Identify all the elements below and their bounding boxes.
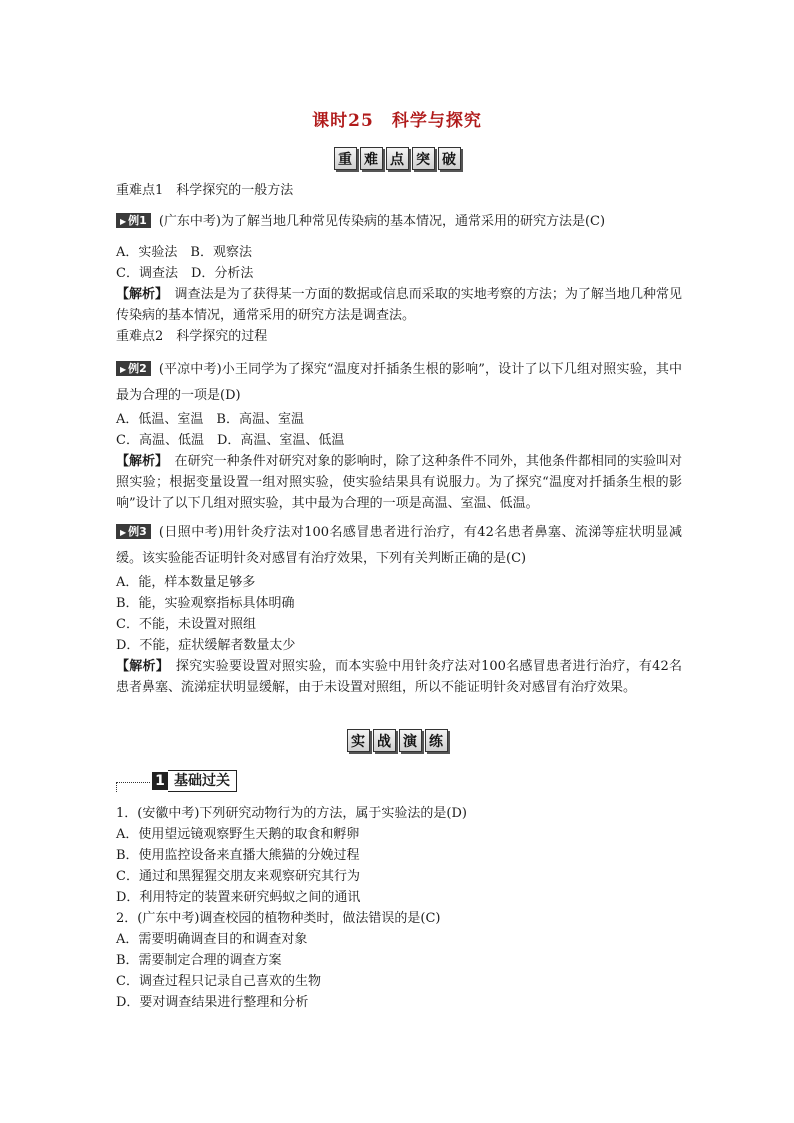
question-1-option-b: B．使用监控设备来直播大熊猫的分娩过程 xyxy=(116,848,360,863)
section-number: 1 xyxy=(152,772,168,790)
example-badge: ▶ 例2 xyxy=(116,361,151,376)
dotted-rule xyxy=(116,782,150,783)
banner-char: 突 xyxy=(412,147,435,170)
example-2-options-cd: C．高温、低温 D．高温、室温、低温 xyxy=(116,433,345,448)
example-2-analysis: 【解析】 在研究一种条件对研究对象的影响时，除了这种条件不同外，其他条件都相同的实验叫对照实验；根据变量设置一组对照实验，使实验结果具有说服力。为了探究“温度对扦插条生根的影响”设计了以下几组对照实验，其中最为合理的一项是高温、室温、低温。 xyxy=(116,454,682,511)
example-3-option-c: C．不能，未设置对照组 xyxy=(116,617,256,632)
banner-key-points xyxy=(0,147,794,170)
banner-char: 实 xyxy=(347,729,370,752)
example-3-question: ▶ 例3 (日照中考)用针灸疗法对100名感冒患者进行治疗，有42名患者鼻塞、流涕等症状明显减缓。该实验能否证明针灸对感冒有治疗效果，下列有关判断正确的是(C) xyxy=(116,525,682,566)
example-3-option-d: D．不能，症状缓解者数量太少 xyxy=(116,638,296,653)
key-points-section xyxy=(116,180,682,698)
example-1-analysis: 【解析】 调查法是为了获得某一方面的数据或信息而采取的实地考察的方法；为了解当地几种常见传染病的基本情况，通常采用的研究方法是调查法。 xyxy=(116,287,682,323)
example-3-analysis: 【解析】 探究实验要设置对照实验，而本实验中用针灸疗法对100名感冒患者进行治疗，有42名患者鼻塞、流涕症状明显缓解，由于未设置对照组，所以不能证明针灸对感冒有治疗效果。 xyxy=(116,659,682,695)
example-badge: ▶ 例3 xyxy=(116,524,151,539)
question-2-option-b: B．需要制定合理的调查方案 xyxy=(116,953,282,968)
triangle-icon: ▶ xyxy=(120,528,127,537)
banner-practice xyxy=(0,729,794,752)
dotted-rule xyxy=(116,782,117,792)
banner-char: 破 xyxy=(438,147,461,170)
banner-char: 演 xyxy=(399,729,422,752)
example-badge: ▶ 例1 xyxy=(116,213,151,228)
banner-char: 重 xyxy=(334,147,357,170)
example-1-question: ▶ 例1 (广东中考)为了解当地几种常见传染病的基本情况，通常采用的研究方法是(C) xyxy=(116,211,682,232)
triangle-icon: ▶ xyxy=(120,217,127,226)
example-1-options-cd: C．调查法 D．分析法 xyxy=(116,266,254,281)
question-1-option-d: D．利用特定的装置来研究蚂蚁之间的通讯 xyxy=(116,890,361,905)
page-title: 课时25 科学与探究 xyxy=(312,111,482,131)
example-1-options-ab: A．实验法 B．观察法 xyxy=(116,245,252,260)
question-2-option-a: A．需要明确调查目的和调查对象 xyxy=(116,932,308,947)
question-1-option-c: C．通过和黑猩猩交朋友来观察研究其行为 xyxy=(116,869,360,884)
example-3-option-b: B．能，实验观察指标具体明确 xyxy=(116,596,295,611)
banner-char: 难 xyxy=(360,147,383,170)
question-2-option-c: C．调查过程只记录自己喜欢的生物 xyxy=(116,974,321,989)
question-2-stem: 2．(广东中考)调查校园的植物种类时，做法错误的是(C) xyxy=(116,911,441,926)
section-heading-basic xyxy=(116,770,296,794)
example-2-question: ▶ 例2 (平凉中考)小王同学为了探究“温度对扦插条生根的影响”，设计了以下几组对照实验，其中最为合理的一项是(D) xyxy=(116,362,682,403)
example-2-options-ab: A．低温、室温 B．高温、室温 xyxy=(116,412,304,427)
key-point-heading: 重难点1 科学探究的一般方法 xyxy=(116,183,294,198)
question-2-option-d: D．要对调查结果进行整理和分析 xyxy=(116,995,309,1010)
banner-char: 练 xyxy=(425,729,448,752)
question-1-stem: 1．(安徽中考)下列研究动物行为的方法，属于实验法的是(D) xyxy=(116,806,467,821)
example-3-option-a: A．能，样本数量足够多 xyxy=(116,575,256,590)
triangle-icon: ▶ xyxy=(120,365,127,374)
banner-char: 点 xyxy=(386,147,409,170)
key-point-heading: 重难点2 科学探究的过程 xyxy=(116,329,268,344)
banner-char: 战 xyxy=(373,729,396,752)
practice-questions xyxy=(116,803,682,1013)
question-1-option-a: A．使用望远镜观察野生天鹅的取食和孵卵 xyxy=(116,827,360,842)
section-label: 基础过关 xyxy=(168,770,237,792)
